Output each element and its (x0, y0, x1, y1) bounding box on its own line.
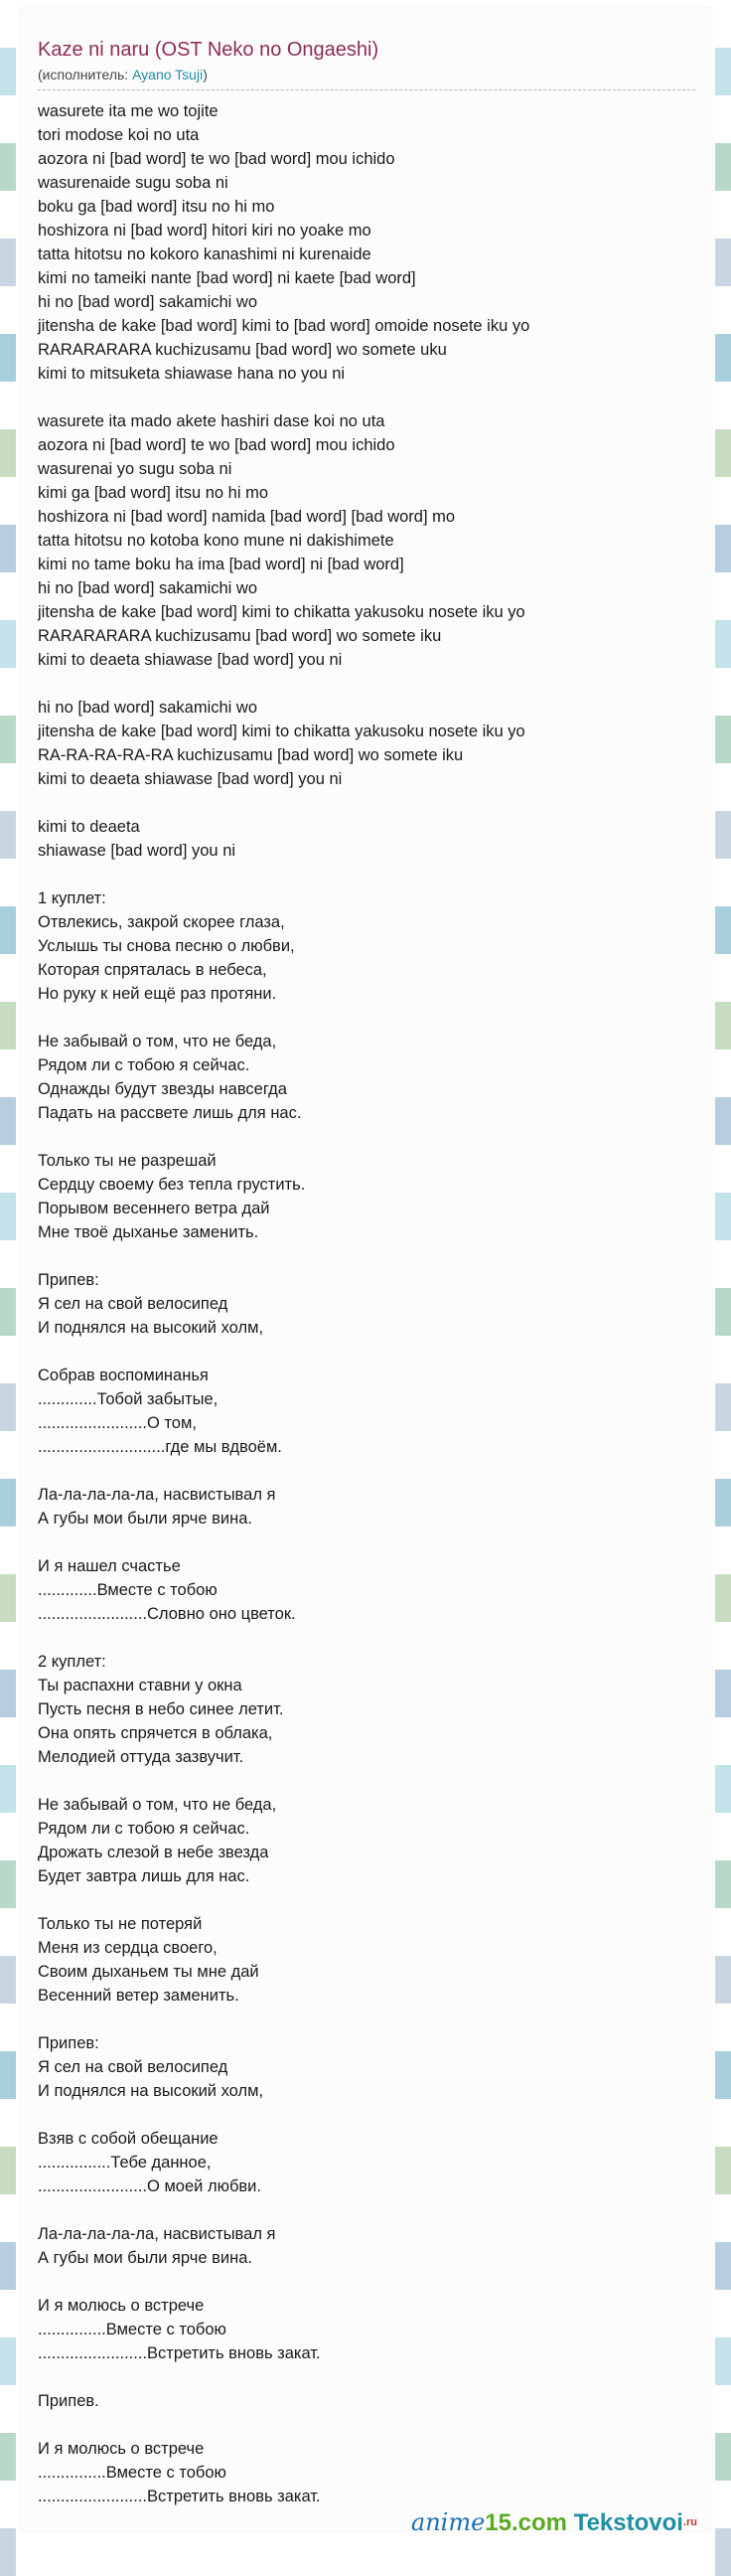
stripe-segment (715, 334, 731, 382)
stripe-segment (715, 620, 731, 668)
stripe-segment (715, 1527, 731, 1574)
lyric-line: Рядом ли с тобою я сейчас. (38, 1056, 250, 1074)
lyric-line: kimi to deaeta (38, 818, 140, 836)
lyric-line: kimi to deaeta shiawase [bad word] you ni (38, 770, 343, 788)
stripe-segment (715, 2099, 731, 2147)
stripe-segment (715, 1670, 731, 1717)
stripe-segment (0, 2290, 16, 2337)
stripe-segment (0, 2099, 16, 2147)
stripe-segment (0, 1813, 16, 1860)
lyric-line: И я молюсь о встрече (38, 2440, 205, 2458)
lyric-line: tatta hitotsu no kotoba kono mune ni dakishimete (38, 532, 394, 550)
lyric-line: Собрав воспоминанья (38, 1367, 209, 1384)
lyric-line: А губы мои были ярче вина. (38, 2249, 252, 2267)
lyric-line: Я сел на свой велосипед (38, 2058, 228, 2076)
stripe-segment (0, 2433, 16, 2481)
lyric-line (38, 2198, 693, 2222)
lyric-line: 2 куплет: (38, 1653, 106, 1671)
stripe-segment (0, 2528, 16, 2576)
lyric-line: Ла-ла-ла-ла-ла, насвистывал я (38, 1486, 276, 1504)
lyric-line: .............Вместе с тобою (38, 1581, 218, 1599)
stripe-segment (0, 1097, 16, 1145)
stripe-segment (715, 2528, 731, 2576)
lyric-line: hoshizora ni [bad word] hitori kiri no yoake mo (38, 222, 371, 240)
lyric-line: jitensha de kake [bad word] kimi to chikatta yakusoku nosete iku yo (38, 723, 525, 740)
lyric-line: Ла-ла-ла-ла-ла, насвистывал я (38, 2225, 276, 2243)
stripe-segment (0, 95, 16, 143)
lyric-line (38, 672, 693, 696)
stripe-segment (0, 2194, 16, 2242)
lyric-line: Дрожать слезой в небе звезда (38, 1844, 269, 1861)
lyric-line (38, 1244, 693, 1268)
site-watermark[interactable] (411, 2507, 697, 2538)
stripe-segment (0, 1860, 16, 1908)
lyric-line: А губы мои были ярче вина. (38, 1510, 252, 1528)
lyric-line: Падать на рассвете лишь для нас. (38, 1104, 302, 1122)
lyric-line: Пусть песня в небо синее летит. (38, 1700, 284, 1718)
lyric-line: Будет завтра лишь для нас. (38, 1867, 250, 1885)
stripe-segment (0, 143, 16, 191)
lyrics-card (20, 8, 711, 2532)
lyric-line: ........................Встретить вновь закат. (38, 2488, 321, 2505)
stripe-segment (715, 1288, 731, 1336)
lyric-line (38, 1626, 693, 1650)
lyric-line: ............................где мы вдвоём. (38, 1438, 282, 1456)
lyric-line: И поднялся на высокий холм, (38, 1319, 264, 1337)
left-decorative-stripes (0, 0, 16, 2544)
stripe-segment (715, 1097, 731, 1145)
stripe-segment (0, 382, 16, 429)
stripe-segment (0, 954, 16, 1002)
lyric-line: kimi no tameiki nante [bad word] ni kaete [bad word] (38, 269, 416, 287)
stripe-segment (715, 1049, 731, 1097)
stripe-segment (715, 2194, 731, 2242)
lyric-line: Только ты не потеряй (38, 1915, 203, 1933)
lyric-line: ................Тебе данное, (38, 2154, 212, 2172)
lyric-line: Только ты не разрешай (38, 1152, 217, 1170)
lyric-line: Припев. (38, 2392, 99, 2410)
lyric-line (38, 2270, 693, 2294)
stripe-segment (0, 1145, 16, 1193)
lyric-line (38, 2008, 693, 2031)
stripe-segment (715, 1479, 731, 1527)
stripe-segment (715, 95, 731, 143)
lyric-line (38, 2103, 693, 2127)
stripe-segment (715, 1717, 731, 1765)
stripe-segment (715, 1908, 731, 1956)
stripe-segment (0, 2004, 16, 2051)
stripe-segment (0, 716, 16, 763)
stripe-segment (715, 1002, 731, 1049)
stripe-segment (715, 1813, 731, 1860)
lyric-line (38, 1006, 693, 1030)
performer-prefix: (исполнитель: (38, 67, 133, 82)
stripe-segment (715, 572, 731, 620)
lyric-line: kimi ga [bad word] itsu no hi mo (38, 484, 269, 502)
lyric-line: hi no [bad word] sakamichi wo (38, 699, 258, 717)
stripe-segment (715, 2385, 731, 2433)
lyric-line (38, 1888, 693, 1912)
lyric-line: ........................Встретить вновь закат. (38, 2344, 321, 2362)
stripe-segment (715, 2051, 731, 2099)
stripe-segment (0, 1002, 16, 1049)
stripe-segment (715, 1240, 731, 1288)
stripe-segment (715, 954, 731, 1002)
stripe-segment (715, 2242, 731, 2290)
lyric-line (38, 1769, 693, 1793)
lyric-line: ........................О моей любви. (38, 2177, 261, 2195)
stripe-segment (0, 572, 16, 620)
stripe-segment (715, 668, 731, 716)
lyric-line: Меня из сердца своего, (38, 1939, 218, 1957)
stripe-segment (0, 1622, 16, 1670)
lyric-line: boku ga [bad word] itsu no hi mo (38, 198, 275, 216)
stripe-segment (0, 1670, 16, 1717)
stripe-segment (715, 429, 731, 477)
lyric-line (38, 1459, 693, 1483)
watermark-tekst: Tekstovoi (573, 2509, 683, 2536)
stripe-segment (0, 429, 16, 477)
stripe-segment (715, 1193, 731, 1240)
lyric-line: Припев: (38, 1271, 99, 1289)
stripe-segment (715, 477, 731, 525)
stripe-segment (0, 1574, 16, 1622)
lyric-line: .............Тобой забытые, (38, 1390, 219, 1408)
lyric-line: Не забывай о том, что не беда, (38, 1033, 277, 1050)
lyric-line (38, 1530, 693, 1554)
stripe-segment (715, 811, 731, 859)
lyric-line: hi no [bad word] sakamichi wo (38, 579, 258, 597)
lyric-line: jitensha de kake [bad word] kimi to [bad word] omoide nosete iku yo (38, 317, 530, 335)
stripe-segment (715, 382, 731, 429)
stripe-segment (715, 1383, 731, 1431)
stripe-segment (0, 811, 16, 859)
lyric-line: hi no [bad word] sakamichi wo (38, 293, 258, 311)
stripe-segment (715, 239, 731, 286)
lyric-line (38, 2365, 693, 2389)
lyric-line (38, 863, 693, 886)
stripe-segment (0, 1956, 16, 2004)
stripe-segment (0, 1336, 16, 1383)
stripe-segment (715, 143, 731, 191)
lyric-line (38, 1340, 693, 1364)
lyric-line (38, 2413, 693, 2437)
stripe-segment (715, 2147, 731, 2194)
stripe-segment (0, 1765, 16, 1813)
lyric-line: kimi to deaeta shiawase [bad word] you ni (38, 651, 343, 669)
stripe-segment (0, 2147, 16, 2194)
lyric-line: Своим дыханьем ты мне дай (38, 1963, 259, 1981)
title-divider (38, 89, 695, 90)
stripe-segment (715, 1431, 731, 1479)
stripe-segment (0, 191, 16, 239)
performer-line (38, 67, 208, 82)
lyric-line: Весенний ветер заменить. (38, 1987, 239, 2005)
stripe-segment (715, 1574, 731, 1622)
lyric-line: ........................О том, (38, 1414, 197, 1432)
lyric-line: aozora ni [bad word] te wo [bad word] mou ichido (38, 436, 395, 454)
lyric-line: jitensha de kake [bad word] kimi to chikatta yakusoku nosete iku yo (38, 603, 525, 621)
stripe-segment (0, 286, 16, 334)
lyric-line: wasurenaide sugu soba ni (38, 174, 228, 192)
stripe-segment (0, 0, 16, 48)
stripe-segment (0, 1527, 16, 1574)
stripe-segment (715, 191, 731, 239)
song-title: Kaze ni naru (OST Neko no Ongaeshi) (38, 39, 379, 61)
stripe-segment (715, 859, 731, 906)
stripe-segment (0, 620, 16, 668)
lyric-line: aozora ni [bad word] te wo [bad word] mou ichido (38, 150, 395, 168)
lyric-line: RARARARARA kuchizusamu [bad word] wo somete iku (38, 627, 442, 645)
stripe-segment (715, 1860, 731, 1908)
lyric-line: RA-RA-RA-RA-RA kuchizusamu [bad word] wo somete iku (38, 746, 464, 764)
stripe-segment (715, 2290, 731, 2337)
stripe-segment (0, 1479, 16, 1527)
lyric-line: Но руку к ней ещё раз протяни. (38, 985, 277, 1003)
lyric-line (38, 791, 693, 815)
lyric-line: hoshizora ni [bad word] namida [bad word] [bad word] mo (38, 508, 456, 526)
stripe-segment (0, 2481, 16, 2528)
stripe-segment (0, 1383, 16, 1431)
lyric-line: Я сел на свой велосипед (38, 1295, 228, 1313)
stripe-segment (0, 906, 16, 954)
performer-suffix: ) (203, 67, 208, 82)
stripe-segment (715, 906, 731, 954)
lyric-line: Которая спряталась в небеса, (38, 961, 267, 979)
lyric-line: kimi to mitsuketa shiawase hana no you ni (38, 365, 346, 383)
lyric-line: Взяв с собой обещание (38, 2130, 219, 2148)
stripe-segment (715, 48, 731, 95)
stripe-segment (0, 859, 16, 906)
lyric-line: wasurete ita me wo tojite (38, 102, 219, 120)
right-decorative-stripes (715, 0, 731, 2544)
lyric-line: tatta hitotsu no kokoro kanashimi ni kurenaide (38, 245, 371, 263)
stripe-segment (715, 763, 731, 811)
lyric-line: tori modose koi no uta (38, 126, 200, 144)
lyric-line: Однажды будут звезды навсегда (38, 1080, 287, 1098)
stripe-segment (0, 1049, 16, 1097)
lyrics-body (38, 99, 693, 2508)
stripe-segment (0, 48, 16, 95)
stripe-segment (715, 1765, 731, 1813)
lyric-line: И я молюсь о встрече (38, 2297, 205, 2315)
stripe-segment (715, 2337, 731, 2385)
stripe-segment (715, 716, 731, 763)
lyric-line: Порывом весеннего ветра дай (38, 1200, 270, 1217)
lyric-line: ...............Вместе с тобою (38, 2321, 226, 2338)
performer-link[interactable]: Ayano Tsuji (132, 67, 204, 82)
stripe-segment (715, 0, 731, 48)
lyric-line: И я нашел счастье (38, 1557, 181, 1575)
lyric-line: RARARARARA kuchizusamu [bad word] wo somete uku (38, 341, 447, 359)
stripe-segment (0, 1193, 16, 1240)
lyric-line: 1 куплет: (38, 889, 106, 907)
stripe-segment (715, 286, 731, 334)
lyric-line: Ты распахни ставни у окна (38, 1677, 242, 1694)
lyric-line: И поднялся на высокий холм, (38, 2082, 264, 2100)
stripe-segment (0, 2337, 16, 2385)
stripe-segment (715, 1956, 731, 2004)
stripe-segment (0, 334, 16, 382)
lyric-line: Услышь ты снова песню о любви, (38, 937, 295, 955)
stripe-segment (0, 2242, 16, 2290)
lyric-line: Отвлекись, закрой скорее глаза, (38, 913, 285, 931)
stripe-segment (0, 477, 16, 525)
stripe-segment (715, 2481, 731, 2528)
stripe-segment (715, 525, 731, 572)
stripe-segment (0, 2051, 16, 2099)
lyric-line: Не забывай о том, что не беда, (38, 1796, 277, 1814)
stripe-segment (0, 1908, 16, 1956)
stripe-segment (0, 239, 16, 286)
lyric-line: Припев: (38, 2034, 99, 2052)
lyric-line: ........................Словно оно цветок. (38, 1605, 296, 1623)
lyric-line (38, 386, 693, 409)
watermark-num: 15.com (485, 2509, 568, 2536)
stripe-segment (0, 1717, 16, 1765)
stripe-segment (715, 1622, 731, 1670)
lyric-line: kimi no tame boku ha ima [bad word] ni [bad word] (38, 556, 404, 573)
lyric-line: wasurete ita mado akete hashiri dase koi no uta (38, 412, 385, 430)
stripe-segment (0, 1431, 16, 1479)
stripe-segment (715, 1145, 731, 1193)
stripe-segment (0, 2385, 16, 2433)
stripe-segment (0, 668, 16, 716)
lyric-line: Мелодией оттуда зазвучит. (38, 1748, 244, 1766)
lyric-line: Рядом ли с тобою я сейчас. (38, 1820, 250, 1838)
lyric-line (38, 1125, 693, 1149)
stripe-segment (715, 2004, 731, 2051)
stripe-segment (0, 1240, 16, 1288)
lyric-line: wasurenai yo sugu soba ni (38, 460, 232, 478)
lyric-line: Сердцу своему без тепла грустить. (38, 1176, 306, 1194)
lyric-line: Она опять спрячется в облака, (38, 1724, 273, 1742)
lyric-line: shiawase [bad word] you ni (38, 842, 236, 860)
stripe-segment (715, 1336, 731, 1383)
watermark-ru: .ru (682, 2516, 697, 2528)
lyric-line: Мне твоё дыханье заменить. (38, 1223, 259, 1241)
stripe-segment (715, 2433, 731, 2481)
stripe-segment (0, 763, 16, 811)
stripe-segment (0, 1288, 16, 1336)
watermark-anime: anime (410, 2508, 486, 2536)
stripe-segment (0, 525, 16, 572)
lyric-line: ...............Вместе с тобою (38, 2464, 226, 2482)
